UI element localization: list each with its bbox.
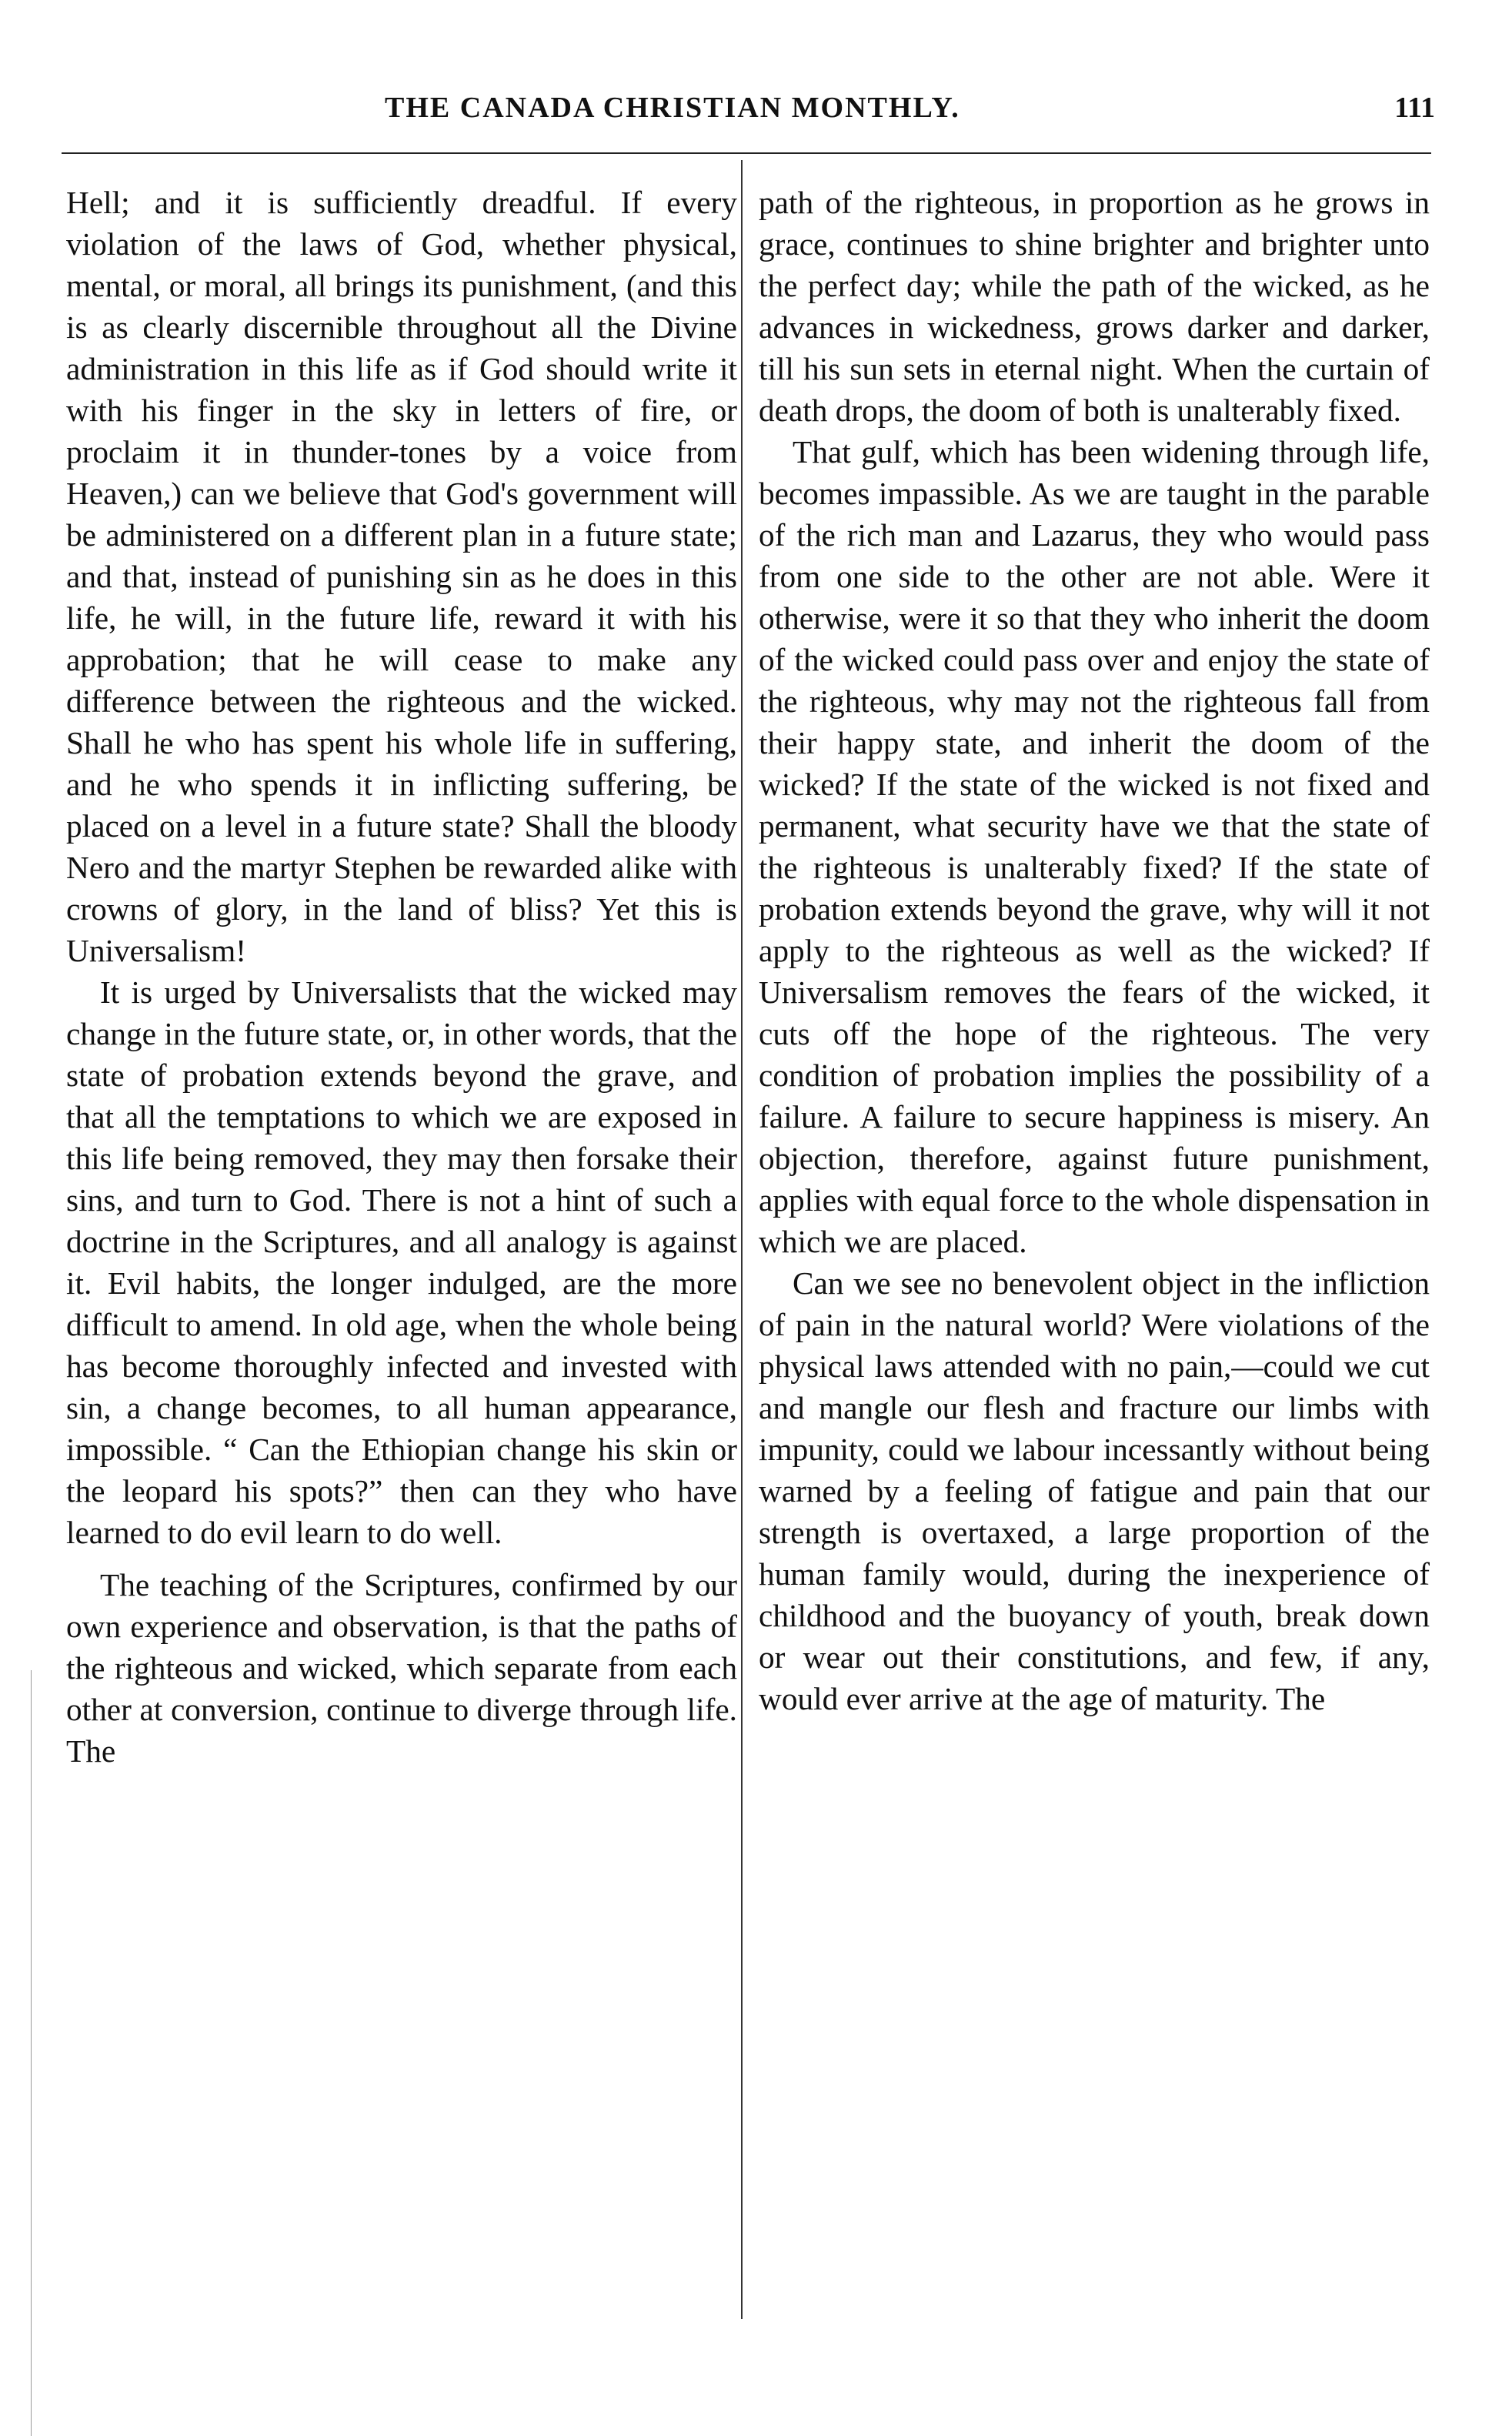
paragraph: Can we see no benevolent object in the infliction of pain in the natural world? Were violations of the physical laws attended with no pain,—could we cut and mangle our flesh and fracture our limbs with impunity, could we labour incessantly without being warned by a feeling of fatigue and pain that our strength is overtaxed, a large proportion of the human family would, during the inexperience of childhood and the buoyancy of youth, break down or wear out their constitutions, and few, if any, would ever arrive at the age of maturity. The [759,1265,1430,1716]
paragraph: It is urged by Universalists that the wicked may change in the future state, or, in other words, that the state of probation extends beyond the grave, and that all the temptations to which we are exposed in this life being removed, they may then forsake their sins, and turn to God. There is not a hint of such a doctrine in the Scriptures, and all analogy is against it. Evil habits, the longer indulged, are the more difficult to amend. In old age, when the whole being has become thoroughly infected and invested with sin, a change becomes, to all human appearance, impossible. “ Can the Ethiopian change his skin or the leopard his spots?” then can they who have learned to do evil learn to do well. [66,974,737,1550]
paragraph: path of the righteous, in proportion as he grows in grace, continues to shine brighter and brighter unto the perfect day; while the path of the wicked, as he advances in wickedness, grows darker and darker, till his sun sets in eternal night. When the curtain of death drops, the doom of both is unalterably fixed. [759,185,1430,428]
header-rule [62,152,1431,154]
left-column [66,182,737,2321]
page-header [46,91,1458,137]
paragraph: That gulf, which has been widening through life, becomes impassible. As we are taught in the parable of the rich man and Lazarus, they who would pass from one side to the other are not able. Were it otherwise, were it so that they who inherit the doom of the wicked could pass over and enjoy the state of the righteous, why may not the righteous fall from their happy state, and inherit the doom of the wicked? If the state of the wicked is not fixed and permanent, what security have we that the state of the righteous is unalterably fixed? If the state of probation extends beyond the grave, why will it not apply to the righteous as well as the wicked? If Universalism removes the fears of the wicked, it cuts off the hope of the righteous. The very condition of probation implies the possibility of a failure. A failure to secure happiness is misery. An objection, therefore, against future punishment, applies with equal force to the whole dispensation in which we are placed. [759,434,1430,1259]
binding-margin-line [31,1670,32,2436]
paragraph: Hell; and it is sufficiently dreadful. If every violation of the laws of God, whether physical, mental, or moral, all brings its punishment, (and this is as clearly discernible throughout all the Divine administration in this life as if God should write it with his finger in the sky in letters of fire, or proclaim it in thunder-tones by a voice from Heaven,) can we believe that God's government will be administered on a different plan in a future state; and that, instead of punishing sin as he does in this life, he will, in the future life, reward it with his approbation; that he will cease to make any difference between the righteous and the wicked. Shall he who has spent his whole life in suffering, and he who spends it in inflicting suffering, be placed on a level in a future state? Shall the bloody Nero and the martyr Stephen be rewarded alike with crowns of glory, in the land of bliss? Yet this is Universalism! [66,185,737,968]
right-column [759,182,1430,2321]
column-divider [741,160,743,2319]
paragraph: The teaching of the Scriptures, confirmed by our own experience and observation, is that the paths of the righteous and wicked, which separate from each other at conversion, continue to diverge through life. The [66,1567,737,1769]
page-number: 111 [1394,92,1435,124]
running-head: THE CANADA CHRISTIAN MONTHLY. [385,92,960,124]
